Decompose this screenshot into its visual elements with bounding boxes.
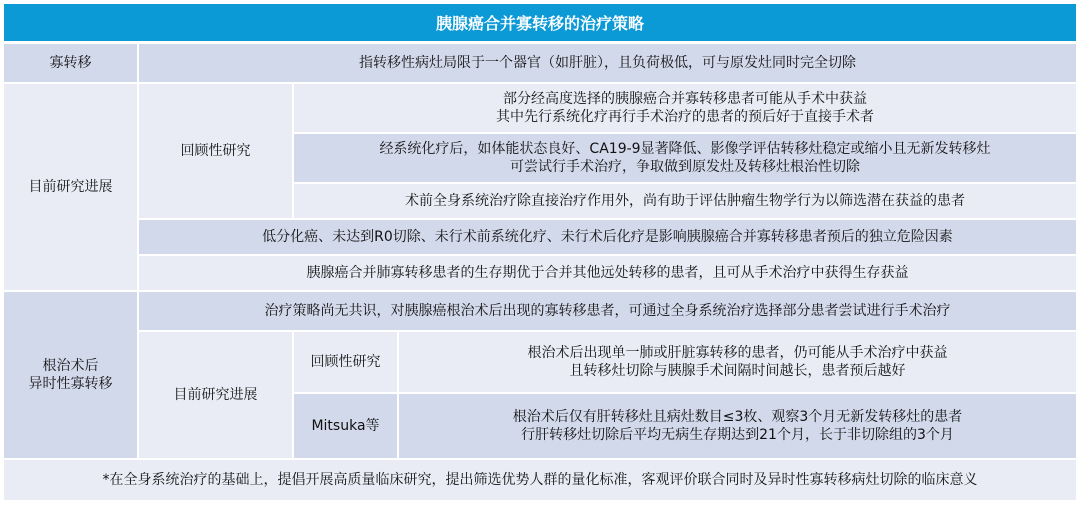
risk-factors: 低分化癌、未达到R0切除、未行术前系统化疗、未行术后化疗是影响胰腺癌合并寡转移患者预后的独立危险因素 (139, 220, 1076, 254)
text-line: 经系统化疗后，如体能状态良好、CA19-9显著降低、影像学评估转移灶稳定或缩小且无新发转移灶 (379, 141, 991, 157)
text-line: 可尝试行手术治疗，争取做到原发灶及转移灶根治性切除 (510, 159, 860, 175)
footnote: *在全身系统治疗的基础上，提倡开展高质量临床研究，提出筛选优势人群的量化标准，客观评价联合同时及异时性寡转移病灶切除的临床意义 (4, 460, 1076, 500)
text-line: 根治术后仅有肝转移灶且病灶数目≤3枚、观察3个月无新发转移灶的患者 (512, 409, 963, 425)
mitsuka-label: Mitsuka等 (294, 394, 397, 458)
metachronous-retro-label: 回顾性研究 (294, 332, 397, 392)
text-line: 根治术后 (42, 358, 99, 374)
metachronous-label (4, 292, 137, 458)
metachronous-strategy: 治疗策略尚无共识，对胰腺癌根治术后出现的寡转移患者，可通过全身系统治疗选择部分患者尝试进行手术治疗 (139, 292, 1076, 330)
oligo-definition: 指转移性病灶局限于一个器官（如肝脏），且负荷极低，可与原发灶同时完全切除 (139, 44, 1076, 82)
text-line: 其中先行系统化疗再行手术治疗的患者的预后好于直接手术者 (496, 109, 874, 125)
oligo-label: 寡转移 (4, 44, 137, 82)
progress-retro-item-2 (294, 134, 1076, 182)
progress-retro-label: 回顾性研究 (139, 84, 292, 218)
text-line: 且转移灶切除与胰腺手术间隔时间越长，患者预后越好 (569, 363, 906, 379)
progress-retro-item-3: 术前全身系统治疗除直接治疗作用外，尚有助于评估肿瘤生物学行为以筛选潜在获益的患者 (294, 184, 1076, 218)
progress-label: 目前研究进展 (4, 84, 137, 290)
text-line: 行肝转移灶切除后平均无病生存期达到21个月，长于非切除组的3个月 (521, 427, 954, 443)
metachronous-retro-text (399, 332, 1076, 392)
text-line: 异时性寡转移 (28, 376, 113, 392)
lung-metastasis-note: 胰腺癌合并肺寡转移患者的生存期优于合并其他远处转移的患者，且可从手术治疗中获得生存获益 (139, 256, 1076, 290)
table-title: 胰腺癌合并寡转移的治疗策略 (4, 4, 1076, 41)
metachronous-progress-label: 目前研究进展 (139, 332, 292, 458)
progress-retro-item-1 (294, 84, 1076, 132)
text-line: 根治术后出现单一肺或肝脏寡转移的患者，仍可能从手术治疗中获益 (527, 345, 948, 361)
text-line: 部分经高度选择的胰腺癌合并寡转移患者可能从手术中获益 (503, 91, 867, 107)
mitsuka-text (399, 394, 1076, 458)
